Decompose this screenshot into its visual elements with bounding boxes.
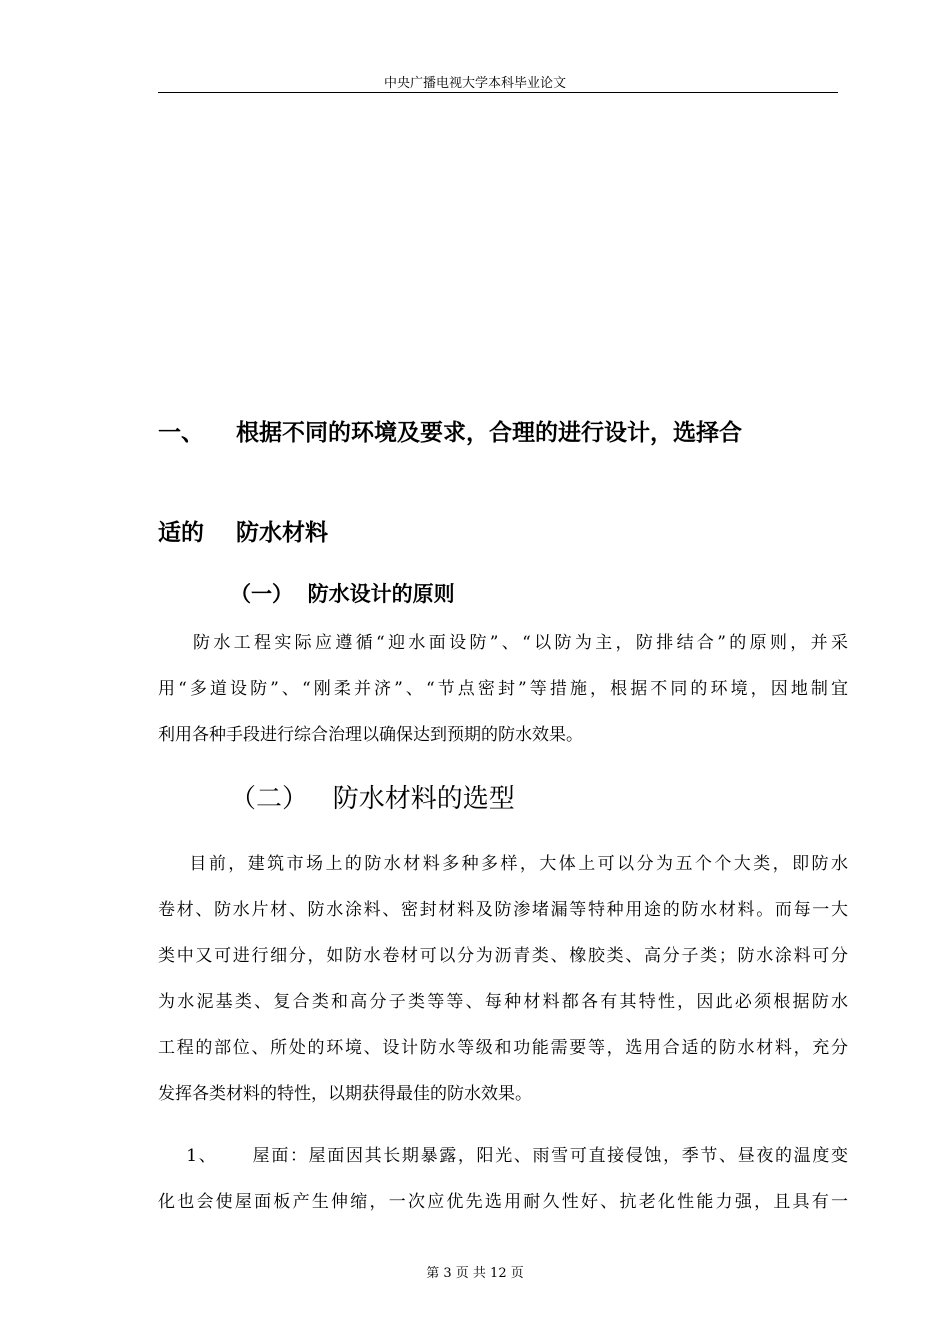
paragraph-line: 防水工程实际应遵循“迎水面设防”、“以防为主，防排结合”的原则，并采 [158,633,848,653]
paragraph-line: 发挥各类材料的特性，以期获得最佳的防水效果。 [158,1084,532,1104]
page-number-footer: 第 3 页 共 12 页 [426,1266,524,1281]
paragraph-line: 类中又可进行细分，如防水卷材可以分为沥青类、橡胶类、高分子类；防水涂料可分 [158,946,848,966]
header-divider [158,92,838,93]
paragraph-roof [158,1141,848,1233]
paragraph-line: 利用各种手段进行综合治理以确保达到预期的防水效果。 [158,725,583,745]
subsection-heading-design-principles: （一） 防水设计的原则 [230,582,455,606]
paragraph-material-selection [158,849,848,1125]
paragraph-line: 目前，建筑市场上的防水材料多种多样，大体上可以分为五个个大类，即防水 [158,854,848,874]
paragraph-line: 工程的部位、所处的环境、设计防水等级和功能需要等，选用合适的防水材料，充分 [158,1038,848,1058]
section-heading-line1: 一、 根据不同的环境及要求，合理的进行设计，选择合 [158,420,743,446]
subsection-heading-material-selection: （二） 防水材料的选型 [230,784,515,814]
paragraph-line: 化也会使屋面板产生伸缩，一次应优先选用耐久性好、抗老化性能力强，且具有一 [158,1192,848,1212]
paragraph-line: 卷材、防水片材、防水涂料、密封材料及防渗堵漏等特种用途的防水材料。而每一大 [158,900,848,920]
paragraph-line: 为水泥基类、复合类和高分子类等等、每种材料都各有其特性，因此必须根据防水 [158,992,848,1012]
running-header: 中央广播电视大学本科毕业论文 [383,76,566,91]
paragraph-design-principles [158,628,848,766]
paragraph-line: 用“多道设防”、“刚柔并济”、“节点密封”等措施，根据不同的环境，因地制宜 [158,679,848,699]
paragraph-line: 1、 屋面：屋面因其长期暴露，阳光、雨雪可直接侵蚀，季节、昼夜的温度变 [158,1146,848,1166]
section-heading-line2: 适的 防水材料 [158,520,329,546]
